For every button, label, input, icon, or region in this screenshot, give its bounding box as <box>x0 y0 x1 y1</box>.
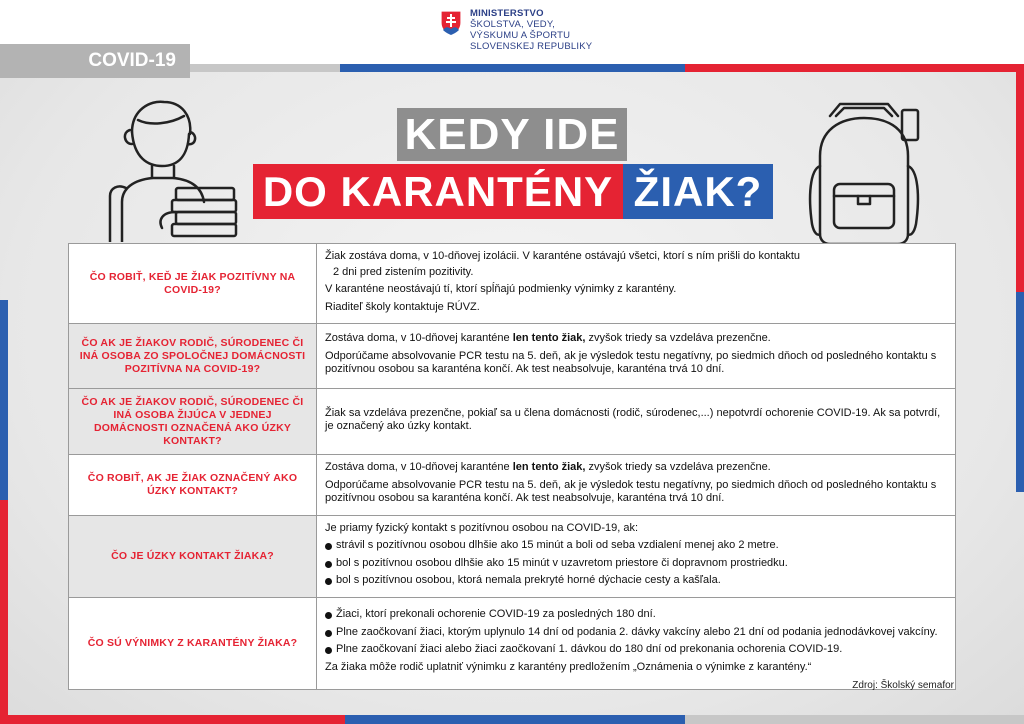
decor-bar <box>1016 72 1024 292</box>
table-row <box>69 515 956 597</box>
source-note: Zdroj: Školský semafor <box>852 680 954 691</box>
decor-bar <box>0 300 8 500</box>
answer-text: Zostáva doma, v 10-dňovej karanténe <box>325 332 513 345</box>
backpack-icon <box>800 96 930 246</box>
decor-bar <box>190 64 340 72</box>
ministry-line: ŠKOLSTVA, VEDY, <box>470 19 556 30</box>
answer-text <box>325 461 947 475</box>
question-cell: ČO AK JE ŽIAKOV RODIČ, SÚRODENEC ČI INÁ OSOBA ZO SPOLOČNEJ DOMÁCNOSTI POZITÍVNA NA COVID-19? <box>69 324 317 389</box>
decor-bar <box>1016 292 1024 492</box>
list-item: Plne zaočkovaní žiaci, ktorým uplynulo 14 dní od podania 2. dávky vakcíny alebo 21 dní od podania jednodávkovej vakcíny. <box>325 626 947 640</box>
answer-text: Odporúčame absolvovanie PCR testu na 5. deň, ak je výsledok testu negatívny, po siedmich dňoch od posledného kontaktu s pozitívnou osobou sa karanténa končí. Ak test neabsolvuje, karanténa trvá 10 dní. <box>325 349 937 376</box>
answer-emphasis: len tento žiak, <box>512 461 586 473</box>
answer-text: Žiak zostáva doma, v 10-dňovej izolácii. V karanténe ostávajú všetci, ktorí s ním prišli do kontaktu <box>325 250 801 262</box>
table-row <box>69 389 956 455</box>
question-cell: ČO JE ÚZKY KONTAKT ŽIAKA? <box>69 515 317 597</box>
list-item: Plne zaočkovaní žiaci alebo žiaci zaočkovaní 1. dávkou do 180 dní od prekonania ochorenia COVID-19. <box>325 643 947 657</box>
ministry-logo <box>440 8 592 52</box>
answer-cell <box>317 597 956 689</box>
table-row <box>69 455 956 516</box>
answer-text: Žiak sa vzdeláva prezenčne, pokiaľ sa u člena domácnosti (rodič, súrodenec,...) nepotvrdí ochorenie COVID-19. Ak sa potvrdí, je označený ako úzky kontakt. <box>325 406 941 432</box>
covid-tag: COVID-19 <box>0 44 190 78</box>
table-row <box>69 324 956 389</box>
title-part-2: DO KARANTÉNY <box>253 164 623 219</box>
title-part-3: ŽIAK? <box>623 164 773 219</box>
list-item: bol s pozitívnou osobou, ktorá nemala prekryté horné dýchacie cesty a kašľala. <box>325 574 947 588</box>
question-cell: ČO ROBIŤ, AK JE ŽIAK OZNAČENÝ AKO ÚZKY KONTAKT? <box>69 455 317 516</box>
bullet-list <box>325 608 947 657</box>
student-with-books-icon <box>92 92 242 242</box>
decor-bar <box>0 715 345 724</box>
question-cell: ČO SÚ VÝNIMKY Z KARANTÉNY ŽIAKA? <box>69 597 317 689</box>
quarantine-table <box>68 243 956 690</box>
answer-cell <box>317 515 956 597</box>
answer-emphasis: len tento žiak, <box>512 332 586 345</box>
answer-cell <box>317 455 956 516</box>
list-item: bol s pozitívnou osobou dlhšie ako 15 minút v uzavretom priestore či dopravnom prostriedku. <box>325 557 947 571</box>
question-cell: ČO ROBIŤ, KEĎ JE ŽIAK POZITÍVNY NA COVID-19? <box>69 244 317 324</box>
answer-cell <box>317 244 956 324</box>
title-part-1: KEDY IDE <box>397 108 627 161</box>
ministry-line: MINISTERSTVO <box>470 8 544 19</box>
question-cell: ČO AK JE ŽIAKOV RODIČ, SÚRODENEC ČI INÁ OSOBA ŽIJÚCA V JEDNEJ DOMÁCNOSTI OZNAČENÁ AKO ÚZKY KONTAKT? <box>69 389 317 455</box>
answer-cell <box>317 389 956 455</box>
decor-bar <box>340 64 685 72</box>
answer-text <box>325 332 947 346</box>
answer-text: Riaditeľ školy kontaktuje RÚVZ. <box>325 300 480 313</box>
answer-text: zvyšok triedy sa vzdeláva prezenčne. <box>585 332 771 345</box>
answer-text: Za žiaka môže rodič uplatniť výnimku z karantény predložením „Oznámenia o výnimke z karantény.“ <box>325 660 812 673</box>
answer-text: Je priamy fyzický kontakt s pozitívnou osobou na COVID-19, ak: <box>325 521 639 534</box>
table-row <box>69 244 956 324</box>
table-row <box>69 597 956 689</box>
decor-bar <box>345 715 685 724</box>
bullet-list <box>325 539 947 588</box>
decor-bar <box>0 500 8 715</box>
ministry-line: SLOVENSKEJ REPUBLIKY <box>470 41 593 52</box>
answer-text: 2 dni pred zistením pozitivity. <box>333 265 474 278</box>
list-item: Žiaci, ktorí prekonali ochorenie COVID-19 za posledných 180 dní. <box>325 608 947 622</box>
answer-text: Odporúčame absolvovanie PCR testu na 5. deň, ak je výsledok testu negatívny, po siedmich dňoch od posledného kontaktu s pozitívnou osobou sa karanténa končí. Ak test neabsolvuje, karanténa trvá 10 dní. <box>325 478 937 504</box>
slovak-crest-icon <box>440 10 462 36</box>
answer-cell <box>317 324 956 389</box>
answer-text: zvyšok triedy sa vzdeláva prezenčne. <box>585 461 771 473</box>
list-item: strávil s pozitívnou osobou dlhšie ako 15 minút a boli od seba vzdialení menej ako 2 metre. <box>325 539 947 553</box>
ministry-line: VÝSKUMU A ŠPORTU <box>470 30 571 41</box>
answer-text: V karanténe neostávajú tí, ktorí spĺňajú podmienky výnimky z karantény. <box>325 283 677 295</box>
answer-text: Zostáva doma, v 10-dňovej karanténe <box>325 461 513 473</box>
decor-bar <box>685 715 1024 724</box>
decor-bar <box>685 64 1024 72</box>
